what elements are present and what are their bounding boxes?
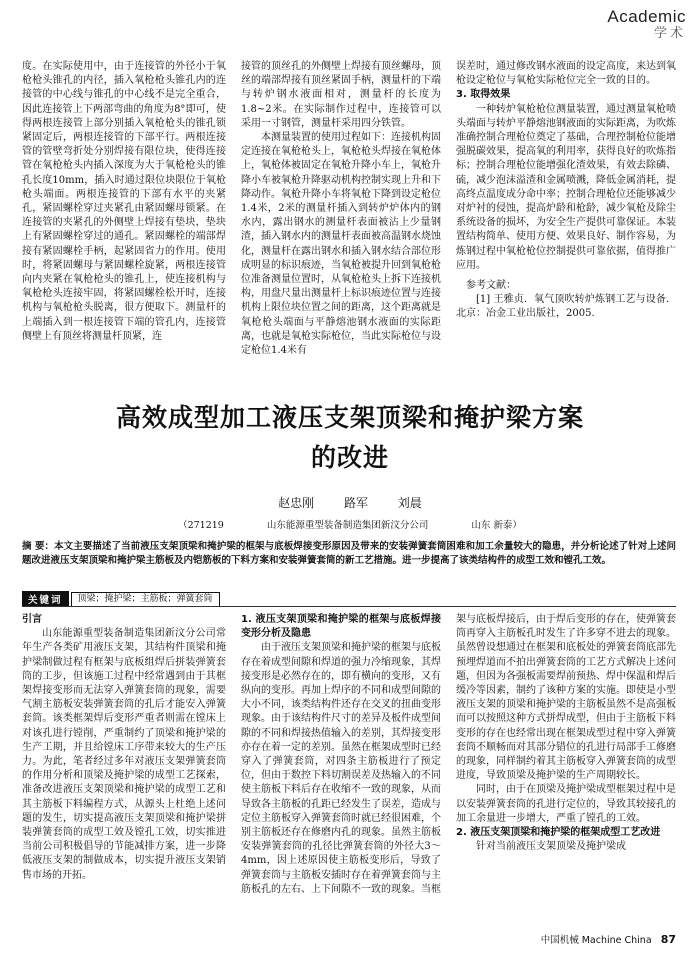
keywords: 顶梁；掩护梁；主筋板；弹簧套筒 — [71, 592, 220, 607]
section-label-en: Academic — [607, 7, 686, 26]
body-text: 本测量装置的使用过程如下：连接机构固定连接在氧枪枪头上，氧枪枪头焊接在氧枪体上，氧枪体被固定在氧枪升降小车上，氧枪升降小车被氧枪升降驱动机构控制实现上升和下降动作。氧枪升降小车将氧枪下降到设定枪位1.4米，2米的测量杆插入到转炉炉体内的钢水内，露出钢水的测量杆表面被沾上少量钢渣，插入钢水内的测量杆表面被高温钢水烧蚀化，测量杆在露出钢水和插入钢水结合部位形成明显的标识痕迹，当氧枪被提升回到氧枪枪位准备测量位置时，从氧枪枪头上拆下连接机构，用盘尺量出测量杆上标识痕迹位置与连接机构上限位块位置之间的距离，这个距离就是氧枪枪头端面与平静熔池钢水液面的实际距离，也就是氧枪实际枪位，当此实际枪位与设定枪位1.4米有 — [241, 132, 441, 357]
divider — [22, 606, 676, 607]
prev-article-column-2 — [241, 60, 441, 382]
affiliation — [0, 517, 700, 531]
authors: 赵忠刚 路军 刘晨 — [278, 496, 422, 510]
journal-name: 中国机械 Machine China — [540, 935, 652, 946]
section-heading: 1. 液压支架顶梁和掩护梁的框架与底板焊接变形分析及隐患 — [241, 614, 441, 640]
abstract: 摘 要：本文主要描述了当前液压支架顶梁和掩护梁的框架与底板焊接变形原因及带来的安装弹簧套筒困难和加工余量较大的隐患，并分析论述了针对上述问题改进液压支架顶梁和掩护梁主筋板及内铠筋板的下料方案和安装弹簧套筒的新工艺措施。进一步提高了该类结构件的成型工效和镗孔工效。 — [22, 541, 676, 566]
affiliation-org: 山东能源重型装备制造集团新汶分公司 — [266, 520, 429, 531]
section-label-cn: 学术 — [653, 26, 686, 41]
body-text: 接管的顶丝孔的外侧壁上焊接有顶丝螺母，顶丝的端部焊接有顶丝紧固手柄，测量杆的下端与转炉钢水液面相对，测量杆的长度为1.8~2米。在实际制作过程中，连接管可以采用一寸钢管，测量杆采用四分铁管。 — [241, 61, 441, 129]
intro-heading: 引言 — [22, 614, 42, 625]
section-header — [607, 8, 686, 40]
keywords-bar — [22, 591, 220, 607]
references-heading: 参考文献： — [466, 280, 516, 292]
prev-article-column-3 — [456, 60, 676, 382]
reference-item: [1] 王雅贞．氧气顶吹转炉炼钢工艺与设备．北京：冶金工业出版社，2005. — [456, 294, 676, 320]
page-footer — [541, 932, 676, 946]
article-column-2 — [241, 613, 441, 913]
body-text: 架与底板焊接后，由于焊后变形的存在，使弹簧套筒再穿入主筋板孔时发生了许多穿不进去的现象。虽然曾设想通过在框架和底板处的弹簧套筒底部先预埋焊道而不拍出弹簧套筒的工艺方式解决上述问题，但因为各强板需要焊前预热、焊中保温和焊后缓冷等因素，制约了该种方案的实施。即使是小型液压支架的顶梁和掩护梁的主筋板虽然不是高强板而可以按照这种方式拼焊成型，但由于主筋板下料变形的存在也经常出现在框架成型过程中穿入弹簧套筒不顺畅而对其部分错位的孔进行局部手工修磨的现象，同样制约着其主筋板穿入弹簧套筒的成型进度，导致顶梁及掩护梁的生产周期较长。 — [456, 614, 676, 782]
article-title — [0, 398, 700, 478]
prev-article-column-1 — [22, 60, 226, 382]
keywords-label: 关键词 — [22, 591, 69, 607]
article-title-line-1: 高效成型加工液压支架顶梁和掩护梁方案 — [115, 403, 584, 432]
article-column-1 — [22, 613, 226, 913]
affiliation-place: 山东 新泰） — [471, 520, 522, 531]
section-heading: 2. 液压支架顶梁和掩护梁的框架成型工艺改进 — [456, 827, 661, 839]
body-text: 针对当前液压支架顶梁及掩护梁成 — [476, 841, 626, 853]
body-text: 由于液压支架顶梁和掩护梁的框架与底板存在着成型间隙和焊道的强力冷缩现象，其焊接变形是必然存在的，即有横向的变形，又有纵向的变形。再加上焊序的不同和成型间隙的大小不同，该类结构件还存在交叉的扭曲变形现象。由于该结构件尺寸的差异及板件成型间隙的不同和焊接热值输入的差别，其焊接变形亦存在着一定的差别。虽然在框架成型时已经穿入了弹簧套筒，对四条主筋板进行了预定位，但由于数控下料切割误差及热输入的不同使主筋板下料后存在收缩不一致的现象，从而导致各主筋板的孔距已经发生了误差，造成与定位主筋板穿入弹簧套筒时就已经很困难，个别主筋板还存在修磨内孔的现象。虽然主筋板安装弹簧套筒的孔径比弹簧套筒的外径大3～4mm，因上述原因使主筋板变形后，导致了弹簧套筒与主筋板安插时存在着弹簧套筒与主筋板孔的左右、上下间隙不一致的现象。当框 — [241, 642, 441, 895]
body-text: 误差时，通过修改钢水液面的设定高度，来达到氧枪设定枪位与氧枪实际枪位完全一致的目的。 — [456, 61, 676, 87]
article-column-3 — [456, 613, 676, 913]
body-text: 一种转炉氧枪枪位测量装置，通过测量氧枪喷头端面与转炉平静熔池钢液面的实际距离，为吹炼准确控制合理枪位奠定了基础，合理控制枪位能增强脱碳效果，提高氧的利用率，获得良好的吹炼指标；控制合理枪位能增强化渣效果，有效去除磷、硫，减少泡沫溢渣和金属喷溅，降低金属消耗，提高终点温度成分命中率；控制合理枪位还能够减少对炉衬的侵蚀，提高炉龄和枪龄，减少氧枪及除尘系统设备的损坏，为安全生产提供可靠保证。本装置结构简单、使用方便、效果良好、制作容易，为炼钢过程中氧枪枪位控制提供可靠依据，值得推广应用。 — [456, 103, 676, 271]
section-heading: 3. 取得效果 — [456, 89, 511, 101]
article-title-line-2: 的改进 — [310, 443, 389, 472]
body-text: 山东能源重型装备制造集团新汶分公司常年生产各类矿用液压支架，其结构件顶梁和掩护梁制做过程有框架与底板组焊后拼装弹簧套筒的工步，但该施工过程中经常遇到由于其框架焊接变形而无法穿入弹簧套筒的现象，需要气割主筋板安装弹簧套筒的孔后才能安入弹簧套筒。该类框架焊后变形严重者则需在镗床上对该孔进行镗削，严重制约了顶梁和掩护梁的生产工期，并且给镗床工序带来较大的生产压力。为此，笔者经过多年对液压支架弹簧套筒的作用分析和顶梁及掩护梁的成型工艺探索，准备改进液压支架顶梁和掩护梁的成型工艺和其主筋板下料编程方式，从源头上杜绝上述问题的发生，切实提高液压支架顶梁和掩护梁拼装弹簧套筒的成型工效及镗孔工效，切实推进当前公司积极倡导的节能减排方案，进一步降低液压支架的制做成本，切实提升液压支架销售市场的开拓。 — [22, 628, 226, 881]
page-number: 87 — [660, 933, 676, 946]
body-text: 同时，由于在顶梁及掩护梁成型框架过程中是以安装弹簧套筒的孔进行定位的，导致其较接孔的加工余量进一步增大，严重了镗孔的工效。 — [456, 784, 676, 824]
affiliation-postcode: （271219 — [178, 520, 224, 531]
body-text: 度。在实际使用中，由于连接管的外径小于氧枪枪头锥孔的内径，插入氧枪枪头锥孔内的连接管的中心线与锥孔的中心线不是完全重合，因此连接管上下两部弯曲的角度为8°即可，使得两根连接管上部分别插入氧枪枪头的锥孔锁紧固定后，两根连接管的下部平行。两根连接管的管壁弯折处分别焊接有限位块，使得连接管在氧枪枪头内插入深度为大于氧枪枪头的锥孔长度10mm，插入时通过限位块限位于氧枪枪头端面。两根连接管的下部有水平的夹紧孔，紧固螺栓穿过夹紧孔由紧固螺母锁紧。在连接管的夹紧孔的外侧壁上焊接有垫块，垫块上有紧固螺栓穿过的通孔。紧固螺栓的端部焊接有紧固螺栓手柄，起紧固省力的作用。使用时，将紧固螺母与紧固螺栓旋紧，两根连接管向内夹紧在氧枪枪头的锥孔上，使连接机构与氧枪枪头连接牢固，将紧固螺栓松开时，连接机构与氧枪枪头脱离，很方便取下。测量杆的上端插入到一根连接管下端的管孔内，连接管侧壁上有顶丝将测量杆顶紧，连 — [22, 61, 226, 342]
